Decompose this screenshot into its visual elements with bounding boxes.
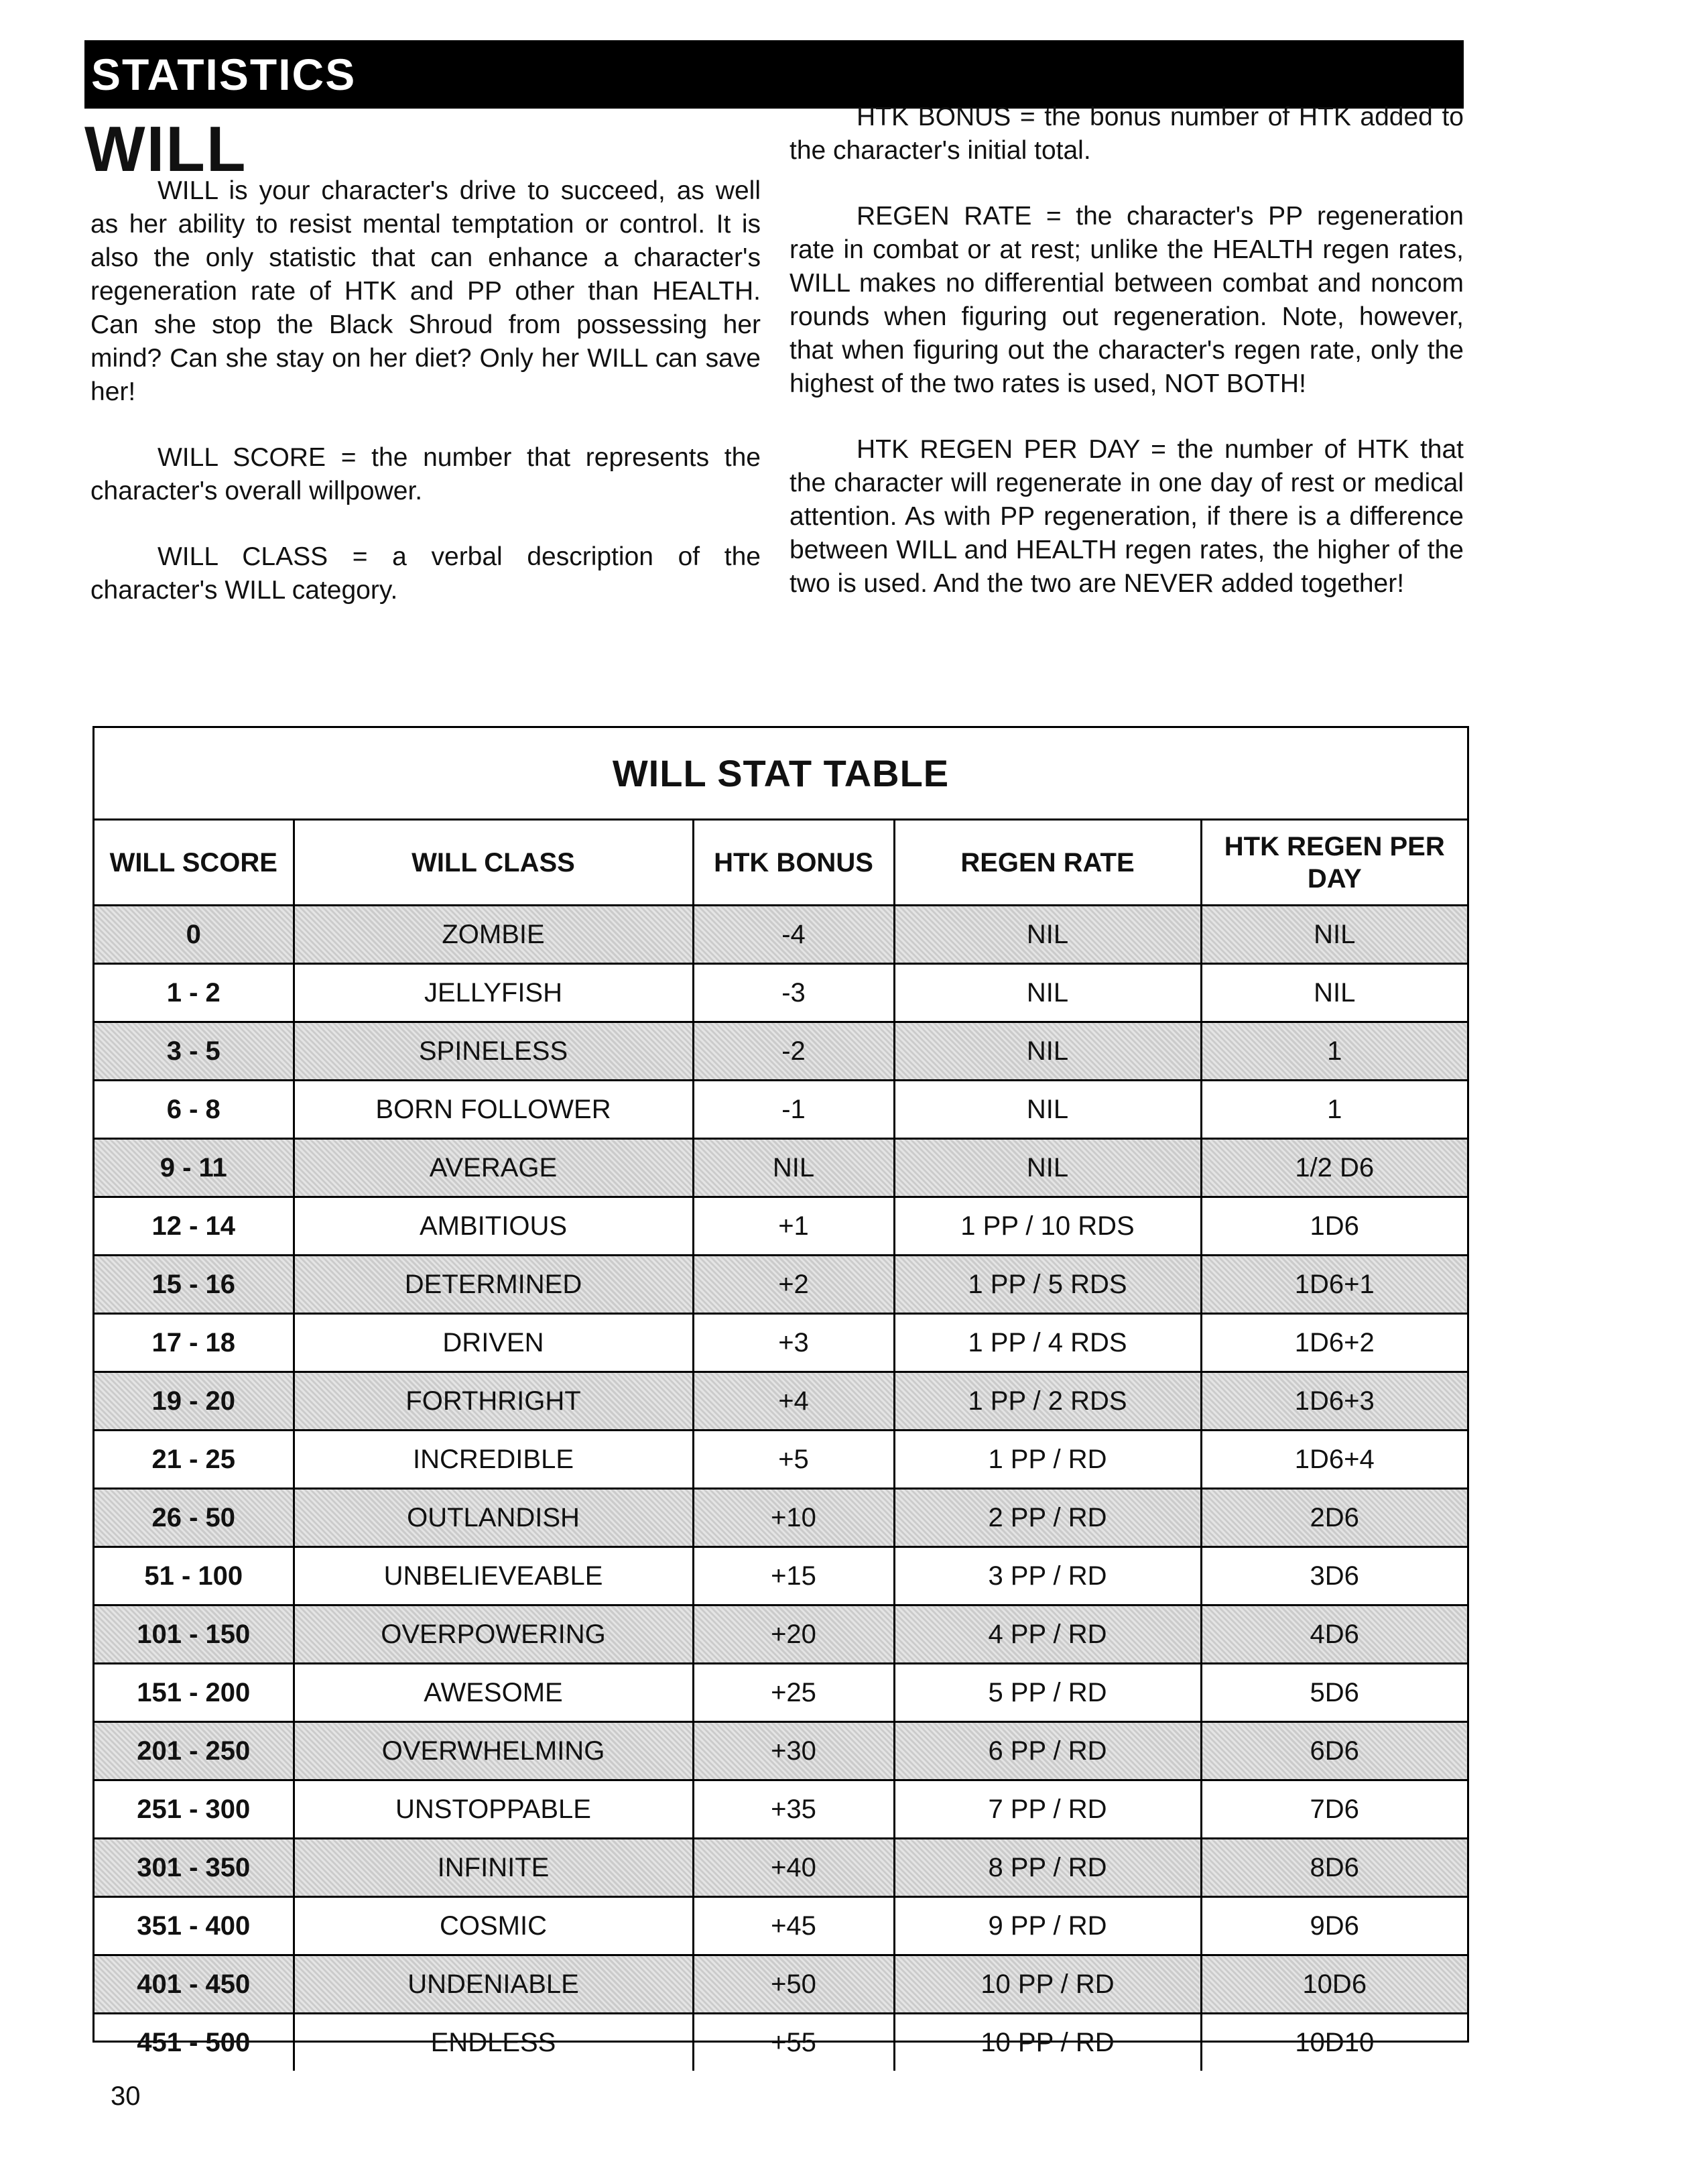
header-htk-regen-per-day: HTK REGEN PER DAY (1201, 821, 1467, 906)
table-row (94, 1722, 1467, 1780)
cell-regen-rate: NIL (894, 1081, 1201, 1139)
cell-htk-regen-per-day: 3D6 (1201, 1547, 1467, 1605)
table-row (94, 2014, 1467, 2071)
cell-will-class: COSMIC (294, 1897, 693, 1955)
will-score-definition: WILL SCORE = the number that represents the character's overall willpower. (90, 443, 761, 505)
cell-htk-regen-per-day: 8D6 (1201, 1839, 1467, 1897)
cell-regen-rate: 4 PP / RD (894, 1605, 1201, 1664)
cell-htk-bonus: +3 (693, 1314, 894, 1372)
cell-will-score: 201 - 250 (94, 1722, 294, 1780)
table-row (94, 1139, 1467, 1197)
cell-htk-bonus: -2 (693, 1022, 894, 1081)
intro-paragraph: WILL is your character's drive to succeed, as well as her ability to resist mental temptation or control. It is also the only statistic that can enhance a character's regeneration rate of HTK and PP other than HEALTH. Can she stop the Black Shroud from possessing her mind? Can she stay on her diet? Only her WILL can save her! (90, 176, 761, 406)
table-row (94, 1489, 1467, 1547)
cell-will-class: AWESOME (294, 1664, 693, 1722)
cell-htk-bonus: +4 (693, 1372, 894, 1431)
cell-will-score: 19 - 20 (94, 1372, 294, 1431)
header-htk-bonus: HTK BONUS (693, 821, 894, 906)
cell-will-score: 101 - 150 (94, 1605, 294, 1664)
right-text-column (790, 101, 1464, 633)
cell-htk-bonus: +30 (693, 1722, 894, 1780)
table-row (94, 1547, 1467, 1605)
cell-regen-rate: 1 PP / 10 RDS (894, 1197, 1201, 1256)
table-row (94, 1780, 1467, 1839)
table-row (94, 1664, 1467, 1722)
table-row (94, 1839, 1467, 1897)
cell-will-class: ZOMBIE (294, 906, 693, 964)
cell-htk-regen-per-day: 1 (1201, 1081, 1467, 1139)
header-regen-rate: REGEN RATE (894, 821, 1201, 906)
cell-htk-regen-per-day: 4D6 (1201, 1605, 1467, 1664)
cell-will-score: 351 - 400 (94, 1897, 294, 1955)
table-row (94, 1081, 1467, 1139)
table-row (94, 1197, 1467, 1256)
left-text-column (90, 174, 761, 640)
page-number: 30 (111, 2081, 141, 2111)
cell-htk-regen-per-day: 5D6 (1201, 1664, 1467, 1722)
cell-will-class: AVERAGE (294, 1139, 693, 1197)
cell-regen-rate: NIL (894, 906, 1201, 964)
cell-regen-rate: 1 PP / 5 RDS (894, 1256, 1201, 1314)
cell-regen-rate: 9 PP / RD (894, 1897, 1201, 1955)
cell-htk-bonus: +25 (693, 1664, 894, 1722)
cell-regen-rate: 2 PP / RD (894, 1489, 1201, 1547)
cell-will-score: 251 - 300 (94, 1780, 294, 1839)
cell-will-score: 15 - 16 (94, 1256, 294, 1314)
cell-htk-bonus: +20 (693, 1605, 894, 1664)
cell-htk-regen-per-day: 9D6 (1201, 1897, 1467, 1955)
cell-regen-rate: 7 PP / RD (894, 1780, 1201, 1839)
cell-htk-bonus: NIL (693, 1139, 894, 1197)
header-will-score: WILL SCORE (94, 821, 294, 906)
table-body (94, 906, 1467, 2071)
cell-will-score: 401 - 450 (94, 1955, 294, 2014)
stat-table-grid (94, 821, 1467, 2071)
cell-htk-bonus: +15 (693, 1547, 894, 1605)
cell-will-class: OVERPOWERING (294, 1605, 693, 1664)
will-stat-table (92, 726, 1469, 2057)
cell-htk-regen-per-day: 1D6+3 (1201, 1372, 1467, 1431)
cell-htk-regen-per-day: 1D6 (1201, 1197, 1467, 1256)
cell-will-score: 151 - 200 (94, 1664, 294, 1722)
table-row (94, 906, 1467, 964)
cell-htk-regen-per-day: 1D6+2 (1201, 1314, 1467, 1372)
cell-htk-bonus: +50 (693, 1955, 894, 2014)
table-row (94, 1431, 1467, 1489)
cell-will-score: 26 - 50 (94, 1489, 294, 1547)
cell-will-score: 9 - 11 (94, 1139, 294, 1197)
table-row (94, 1372, 1467, 1431)
cell-will-class: UNSTOPPABLE (294, 1780, 693, 1839)
cell-will-class: ENDLESS (294, 2014, 693, 2071)
cell-regen-rate: 10 PP / RD (894, 1955, 1201, 2014)
cell-will-class: OUTLANDISH (294, 1489, 693, 1547)
cell-regen-rate: 3 PP / RD (894, 1547, 1201, 1605)
cell-regen-rate: NIL (894, 964, 1201, 1022)
cell-will-score: 17 - 18 (94, 1314, 294, 1372)
cell-will-score: 21 - 25 (94, 1431, 294, 1489)
cell-will-class: FORTHRIGHT (294, 1372, 693, 1431)
cell-regen-rate: NIL (894, 1022, 1201, 1081)
cell-regen-rate: 1 PP / 4 RDS (894, 1314, 1201, 1372)
cell-htk-bonus: +1 (693, 1197, 894, 1256)
table-row (94, 1605, 1467, 1664)
cell-regen-rate: NIL (894, 1139, 1201, 1197)
cell-regen-rate: 1 PP / 2 RDS (894, 1372, 1201, 1431)
cell-htk-bonus: +2 (693, 1256, 894, 1314)
cell-will-class: OVERWHELMING (294, 1722, 693, 1780)
cell-htk-regen-per-day: 10D10 (1201, 2014, 1467, 2071)
cell-will-class: AMBITIOUS (294, 1197, 693, 1256)
cell-htk-regen-per-day: NIL (1201, 906, 1467, 964)
table-row (94, 1022, 1467, 1081)
cell-will-class: SPINELESS (294, 1022, 693, 1081)
cell-will-score: 3 - 5 (94, 1022, 294, 1081)
cell-will-class: DETERMINED (294, 1256, 693, 1314)
cell-will-class: INFINITE (294, 1839, 693, 1897)
cell-will-score: 301 - 350 (94, 1839, 294, 1897)
cell-will-class: INCREDIBLE (294, 1431, 693, 1489)
cell-htk-regen-per-day: 2D6 (1201, 1489, 1467, 1547)
cell-htk-regen-per-day: 1D6+4 (1201, 1431, 1467, 1489)
cell-htk-regen-per-day: 1D6+1 (1201, 1256, 1467, 1314)
table-row (94, 1897, 1467, 1955)
cell-will-score: 1 - 2 (94, 964, 294, 1022)
section-header-bar (84, 40, 1464, 109)
table-title: WILL STAT TABLE (94, 728, 1467, 821)
regen-rate-definition: REGEN RATE = the character's PP regeneration rate in combat or at rest; unlike the HEALTH regen rates, WILL makes no differential between combat and noncom rounds when figuring out regeneration. Note, however, that when figuring out the character's regen rate, only the highest of the two rates is used, NOT BOTH! (790, 202, 1464, 398)
cell-regen-rate: 5 PP / RD (894, 1664, 1201, 1722)
table-header-row (94, 821, 1467, 906)
cell-will-class: UNDENIABLE (294, 1955, 693, 2014)
cell-htk-bonus: +10 (693, 1489, 894, 1547)
table-row (94, 1314, 1467, 1372)
cell-will-score: 0 (94, 906, 294, 964)
cell-htk-regen-per-day: NIL (1201, 964, 1467, 1022)
cell-will-class: UNBELIEVEABLE (294, 1547, 693, 1605)
table-row (94, 1256, 1467, 1314)
htk-regen-definition: HTK REGEN PER DAY = the number of HTK that the character will regenerate in one day of rest or medical attention. As with PP regeneration, if there is a difference between WILL and HEALTH regen rates, the higher of the two is used. And the two are NEVER added together! (790, 435, 1464, 598)
cell-htk-regen-per-day: 6D6 (1201, 1722, 1467, 1780)
cell-will-score: 51 - 100 (94, 1547, 294, 1605)
cell-htk-bonus: +55 (693, 2014, 894, 2071)
cell-will-class: JELLYFISH (294, 964, 693, 1022)
cell-will-score: 6 - 8 (94, 1081, 294, 1139)
cell-htk-bonus: +40 (693, 1839, 894, 1897)
cell-htk-regen-per-day: 1 (1201, 1022, 1467, 1081)
section-header-label: STATISTICS (91, 50, 357, 99)
htk-bonus-definition: HTK BONUS = the bonus number of HTK added to the character's initial total. (790, 103, 1464, 165)
header-will-class: WILL CLASS (294, 821, 693, 906)
page-title: WILL (84, 113, 247, 185)
cell-htk-bonus: -4 (693, 906, 894, 964)
cell-regen-rate: 6 PP / RD (894, 1722, 1201, 1780)
cell-regen-rate: 1 PP / RD (894, 1431, 1201, 1489)
will-class-definition: WILL CLASS = a verbal description of the character's WILL category. (90, 542, 761, 605)
cell-regen-rate: 10 PP / RD (894, 2014, 1201, 2071)
cell-htk-bonus: -3 (693, 964, 894, 1022)
cell-htk-bonus: +5 (693, 1431, 894, 1489)
cell-htk-bonus: +35 (693, 1780, 894, 1839)
table-row (94, 964, 1467, 1022)
cell-will-class: BORN FOLLOWER (294, 1081, 693, 1139)
cell-will-score: 451 - 500 (94, 2014, 294, 2071)
cell-regen-rate: 8 PP / RD (894, 1839, 1201, 1897)
cell-htk-regen-per-day: 1/2 D6 (1201, 1139, 1467, 1197)
cell-will-class: DRIVEN (294, 1314, 693, 1372)
cell-will-score: 12 - 14 (94, 1197, 294, 1256)
cell-htk-bonus: +45 (693, 1897, 894, 1955)
cell-htk-regen-per-day: 7D6 (1201, 1780, 1467, 1839)
table-row (94, 1955, 1467, 2014)
cell-htk-bonus: -1 (693, 1081, 894, 1139)
cell-htk-regen-per-day: 10D6 (1201, 1955, 1467, 2014)
